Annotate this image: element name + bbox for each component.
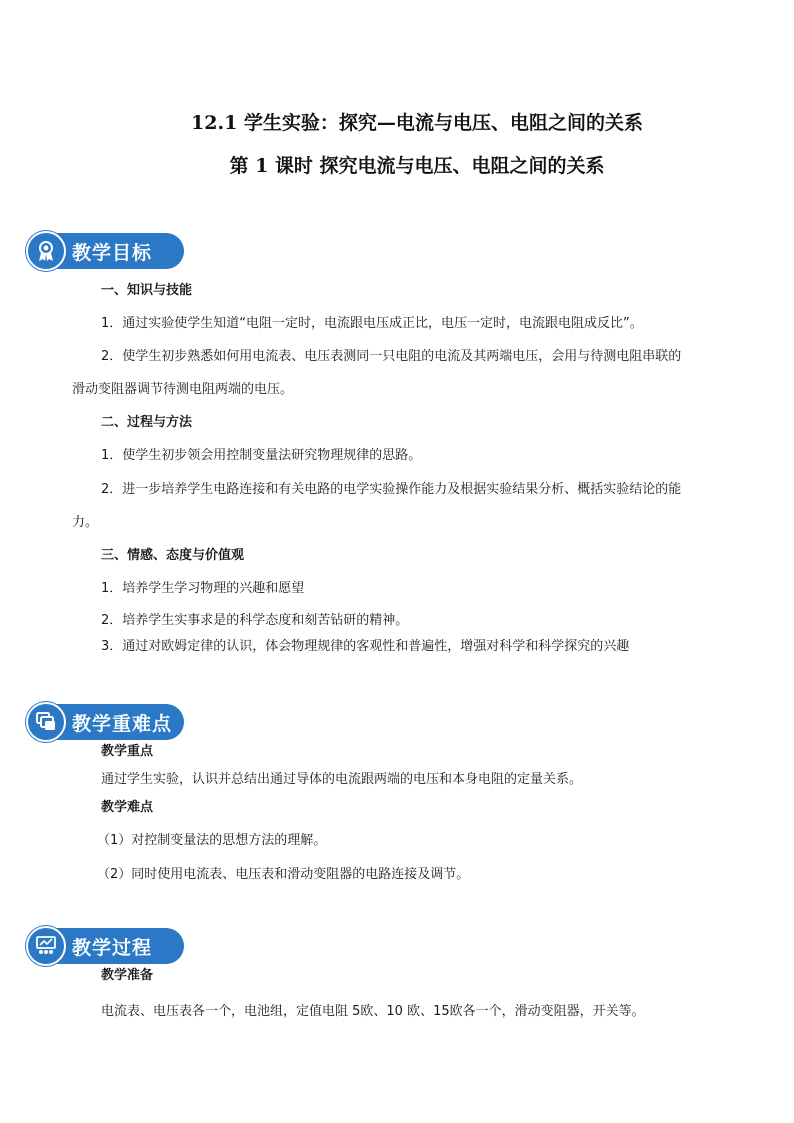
objective-item: 2．使学生初步熟悉如何用电流表、电压表测同一只电阻的电流及其两端电压，会用与待测电阻串联的 bbox=[101, 349, 682, 364]
banner-icon-circle bbox=[26, 926, 66, 966]
heading-key-point: 教学重点 bbox=[101, 744, 154, 759]
award-ribbon-icon bbox=[35, 240, 57, 262]
section-banner-process bbox=[26, 926, 184, 966]
objective-item: 1．培养学生学习物理的兴趣和愿望 bbox=[101, 581, 305, 596]
banner-label: 教学过程 bbox=[72, 937, 153, 959]
section-banner-key-points bbox=[26, 702, 184, 742]
lesson-subtitle: 第 1 课时 探究电流与电压、电阻之间的关系 bbox=[229, 155, 605, 177]
banner-label: 教学目标 bbox=[72, 242, 153, 264]
objective-item: 1．通过实验使学生知道“电阻一定时，电流跟电压成正比，电压一定时，电流跟电阻成反比”。 bbox=[101, 316, 643, 331]
objective-item: 3．通过对欧姆定律的认识，体会物理规律的客观性和普遍性，增强对科学和科学探究的兴趣 bbox=[101, 639, 630, 654]
banner-icon-circle bbox=[26, 231, 66, 271]
preparation-text: 电流表、电压表各一个，电池组，定值电阻 5欧、10 欧、15欧各一个，滑动变阻器，开关等。 bbox=[101, 1004, 645, 1019]
banner-icon-circle bbox=[26, 702, 66, 742]
objective-item-continued: 力。 bbox=[72, 515, 99, 530]
objective-item: 2．进一步培养学生电路连接和有关电路的电学实验操作能力及根据实验结果分析、概括实验结论的能 bbox=[101, 482, 682, 497]
banner-label: 教学重难点 bbox=[72, 713, 173, 735]
heading-knowledge-skills: 一、知识与技能 bbox=[101, 283, 193, 298]
stacked-windows-icon bbox=[35, 711, 57, 733]
lesson-title: 12.1 学生实验：探究—电流与电压、电阻之间的关系 bbox=[191, 112, 643, 134]
section-banner-objectives bbox=[26, 231, 184, 271]
heading-attitudes-values: 三、情感、态度与价值观 bbox=[101, 548, 245, 563]
heading-difficulty: 教学难点 bbox=[101, 800, 154, 815]
objective-item: 2．培养学生实事求是的科学态度和刻苦钻研的精神。 bbox=[101, 613, 409, 628]
presentation-board-icon bbox=[35, 935, 57, 957]
key-point-text: 通过学生实验，认识并总结出通过导体的电流跟两端的电压和本身电阻的定量关系。 bbox=[101, 772, 583, 787]
difficulty-item: （1）对控制变量法的思想方法的理解。 bbox=[97, 833, 327, 848]
objective-item: 1．使学生初步领会用控制变量法研究物理规律的思路。 bbox=[101, 448, 422, 463]
objective-item-continued: 滑动变阻器调节待测电阻两端的电压。 bbox=[72, 382, 294, 397]
heading-process-methods: 二、过程与方法 bbox=[101, 415, 193, 430]
heading-preparation: 教学准备 bbox=[101, 968, 154, 983]
difficulty-item: （2）同时使用电流表、电压表和滑动变阻器的电路连接及调节。 bbox=[97, 867, 470, 882]
